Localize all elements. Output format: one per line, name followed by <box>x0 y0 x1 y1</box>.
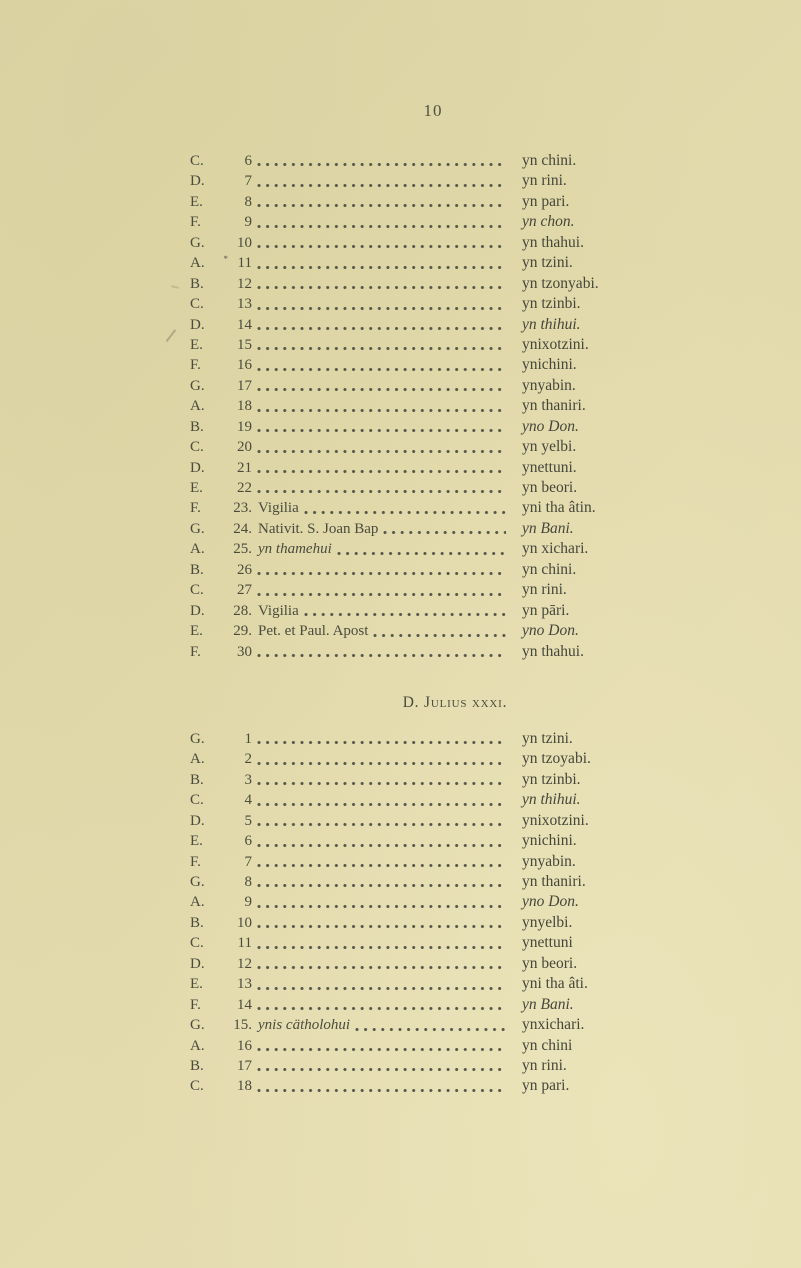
day-name: yn thihui. <box>522 315 581 333</box>
day-number: 18 <box>237 398 252 415</box>
day-number: 10 <box>237 914 252 931</box>
dominical-letter: F. <box>190 853 201 870</box>
dominical-letter: F. <box>190 643 201 660</box>
dot-leader <box>257 162 506 167</box>
calendar-row <box>190 933 660 953</box>
dominical-letter: G. <box>190 520 205 537</box>
calendar-row <box>190 770 660 790</box>
day-name: yn beori. <box>522 479 578 496</box>
day-number: 26 <box>237 561 252 578</box>
day-name: yn tzinbi. <box>522 295 581 313</box>
dot-leader <box>257 740 506 745</box>
dominical-letter: B. <box>190 914 204 931</box>
calendar-row <box>190 253 660 273</box>
calendar-row <box>190 601 660 621</box>
dominical-letter: A. <box>190 1037 205 1054</box>
day-number: 23. <box>233 500 252 517</box>
calendar-row <box>190 376 660 396</box>
day-number: 12 <box>237 275 252 292</box>
day-number: 1 <box>244 730 252 747</box>
dot-leader <box>257 469 506 474</box>
dot-leader <box>257 1047 506 1052</box>
calendar-row <box>190 478 660 498</box>
calendar-row <box>190 274 660 294</box>
day-name: ynyabin. <box>522 376 576 394</box>
day-name: yn Bani. <box>522 995 574 1013</box>
day-number: 2 <box>244 751 252 768</box>
day-number: 24. <box>233 520 252 537</box>
feast-label: Nativit. S. Joan Bap <box>258 520 379 537</box>
calendar-row <box>190 355 660 375</box>
dominical-letter: F. <box>190 500 201 517</box>
calendar-row <box>190 1076 660 1096</box>
day-number: 17 <box>237 377 252 394</box>
day-number: 29. <box>233 623 252 640</box>
day-name: ynettuni. <box>522 458 577 476</box>
asterisk-mark: * <box>223 254 228 265</box>
calendar-row <box>190 458 660 478</box>
calendar-rows <box>190 729 660 1097</box>
dominical-letter: G. <box>190 234 205 251</box>
day-number: 13 <box>237 976 252 993</box>
dot-leader <box>257 367 506 372</box>
calendar-row <box>190 1015 660 1035</box>
day-name: yn pari. <box>522 1077 570 1095</box>
month-section <box>190 151 660 662</box>
calendar-row <box>190 892 660 912</box>
day-name: ynyabin. <box>522 852 576 870</box>
day-number: 8 <box>244 193 252 210</box>
dominical-letter: B. <box>190 275 204 292</box>
day-name: yno Don. <box>522 622 579 640</box>
day-number: 16 <box>237 1037 252 1054</box>
dominical-letter: E. <box>190 833 203 850</box>
dot-leader <box>257 346 506 351</box>
day-name: yn xichari. <box>522 540 589 558</box>
dominical-letter: F. <box>190 214 201 231</box>
day-number: 8 <box>244 874 252 890</box>
dot-leader <box>257 781 506 786</box>
dominical-letter: E. <box>190 480 203 496</box>
day-number: 9 <box>244 894 252 911</box>
dot-leader <box>304 612 506 617</box>
dominical-letter: B. <box>190 771 204 788</box>
pencil-dash-mark <box>171 285 179 288</box>
dot-leader <box>257 761 506 766</box>
day-name: yn chini <box>522 1036 573 1054</box>
dot-leader <box>257 244 506 249</box>
day-name: ynyelbi. <box>522 913 573 931</box>
day-name: yn Bani. <box>522 519 574 537</box>
dot-leader <box>257 843 506 848</box>
pencil-slash-mark <box>166 329 176 342</box>
day-number: 6 <box>244 153 252 169</box>
dominical-letter: D. <box>190 173 205 190</box>
dot-leader <box>257 883 506 888</box>
dominical-letter: G. <box>190 1017 205 1034</box>
calendar-lists <box>190 151 660 1097</box>
dominical-letter: E. <box>190 336 203 353</box>
day-name: yn chini. <box>522 152 577 169</box>
day-name: yn thihui. <box>522 791 581 809</box>
dot-leader <box>257 428 506 433</box>
day-name: ynixotzini. <box>522 811 589 829</box>
day-name: yn tzini. <box>522 254 573 272</box>
day-number: 20 <box>237 439 252 456</box>
day-number: 30 <box>237 643 252 660</box>
dominical-letter: F. <box>190 357 201 374</box>
dot-leader <box>257 1067 506 1072</box>
calendar-row <box>190 974 660 994</box>
day-number: 14 <box>237 316 252 333</box>
calendar-row <box>190 580 660 600</box>
dot-leader <box>337 551 506 556</box>
feast-label: Vigilia <box>258 602 299 619</box>
day-number: 14 <box>237 996 252 1013</box>
dot-leader <box>257 965 506 970</box>
dominical-letter: F. <box>190 996 201 1013</box>
day-number: 7 <box>244 173 252 190</box>
dominical-letter: C. <box>190 935 204 952</box>
dominical-letter: E. <box>190 193 203 210</box>
calendar-row <box>190 642 660 662</box>
calendar-row <box>190 171 660 191</box>
calendar-row <box>190 539 660 559</box>
day-number: 21 <box>237 459 252 476</box>
dot-leader <box>257 653 506 658</box>
dominical-letter: C. <box>190 153 204 169</box>
day-name: yn beori. <box>522 954 578 972</box>
dominical-letter: A. <box>190 894 205 911</box>
dominical-letter: A. <box>190 398 205 415</box>
calendar-row <box>190 519 660 539</box>
day-name: yn chini. <box>522 560 577 578</box>
page-number: 10 <box>423 101 443 120</box>
calendar-row <box>190 233 660 253</box>
dot-leader <box>304 510 506 515</box>
dot-leader <box>257 802 506 807</box>
calendar-row <box>190 417 660 437</box>
calendar-row <box>190 954 660 974</box>
calendar-row <box>190 749 660 769</box>
day-name: yn tzoyabi. <box>522 750 591 768</box>
calendar-row <box>190 396 660 416</box>
dominical-letter: A. <box>190 751 205 768</box>
day-number: 27 <box>237 582 252 599</box>
day-number: 25. <box>233 541 252 558</box>
dot-leader <box>257 326 506 331</box>
dot-leader <box>257 945 506 950</box>
day-name: yn tzinbi. <box>522 770 581 788</box>
calendar-row <box>190 995 660 1015</box>
dominical-letter: G. <box>190 377 205 394</box>
day-number: 12 <box>237 955 252 972</box>
calendar-row <box>190 151 660 171</box>
dot-leader <box>257 265 506 270</box>
day-name: yni tha âti. <box>522 975 588 993</box>
day-number: 15. <box>233 1017 252 1034</box>
calendar-row <box>190 913 660 933</box>
dominical-letter: D. <box>190 955 205 972</box>
day-name: yn tzonyabi. <box>522 274 599 292</box>
day-number: 28. <box>233 602 252 619</box>
dot-leader <box>373 633 506 638</box>
day-name: yn rini. <box>522 581 567 599</box>
dot-leader <box>257 822 506 827</box>
calendar-row <box>190 192 660 212</box>
dominical-letter: D. <box>190 602 205 619</box>
calendar-row <box>190 437 660 457</box>
calendar-rows <box>190 151 660 662</box>
day-name: yn thaniri. <box>522 397 586 415</box>
day-name: yn pāri. <box>522 601 570 619</box>
dot-leader <box>257 306 506 311</box>
day-name: yn pari. <box>522 192 570 210</box>
dot-leader <box>257 183 506 188</box>
day-number: 13 <box>237 296 252 313</box>
dot-leader <box>257 986 506 991</box>
dot-leader <box>257 924 506 929</box>
day-name: yn chon. <box>522 213 575 231</box>
dot-leader <box>257 1088 506 1093</box>
calendar-row <box>190 729 660 749</box>
day-number: 3 <box>244 771 252 788</box>
day-name: yn thahui. <box>522 233 584 251</box>
calendar-row <box>190 811 660 831</box>
day-number: 9 <box>244 214 252 231</box>
day-name: ynettuni <box>522 934 573 952</box>
dot-leader <box>257 408 506 413</box>
day-name: ynichini. <box>522 832 577 850</box>
section-heading: D. Julius xxxi. <box>402 693 508 711</box>
feast-label: yn thamehui <box>258 541 332 558</box>
day-number: 6 <box>244 833 252 850</box>
dot-leader <box>257 1006 506 1011</box>
day-name: yn thahui. <box>522 642 584 660</box>
dot-leader <box>257 592 506 597</box>
dominical-letter: E. <box>190 976 203 993</box>
day-number: 11 <box>237 935 252 952</box>
calendar-row <box>190 852 660 872</box>
day-number: 22 <box>237 480 252 496</box>
day-name: ynxichari. <box>522 1016 585 1034</box>
calendar-row <box>190 560 660 580</box>
dot-leader <box>257 904 506 909</box>
day-number: 11 <box>237 255 252 272</box>
calendar-row <box>190 621 660 641</box>
day-name: yni tha âtin. <box>522 499 596 517</box>
day-number: 16 <box>237 357 252 374</box>
dominical-letter: C. <box>190 582 204 599</box>
day-number: 5 <box>244 812 252 829</box>
calendar-row <box>190 212 660 232</box>
dot-leader <box>257 863 506 868</box>
dominical-letter: G. <box>190 730 205 747</box>
calendar-row <box>190 831 660 851</box>
calendar-row <box>190 294 660 314</box>
feast-label: Vigilia <box>258 500 299 517</box>
day-number: 7 <box>244 853 252 870</box>
dot-leader <box>355 1027 506 1032</box>
dot-leader <box>257 285 506 290</box>
dominical-letter: D. <box>190 812 205 829</box>
dominical-letter: C. <box>190 439 204 456</box>
day-number: 19 <box>237 418 252 435</box>
dominical-letter: A. <box>190 255 205 272</box>
day-name: ynichini. <box>522 356 577 374</box>
dot-leader <box>257 489 506 494</box>
dominical-letter: E. <box>190 623 203 640</box>
dominical-letter: C. <box>190 1078 204 1095</box>
calendar-row <box>190 1056 660 1076</box>
calendar-row <box>190 335 660 355</box>
day-name: yn rini. <box>522 1056 567 1074</box>
dominical-letter: B. <box>190 418 204 435</box>
dot-leader <box>257 203 506 208</box>
day-name: yn thaniri. <box>522 873 586 890</box>
day-name: yn tzini. <box>522 729 573 747</box>
dot-leader <box>257 387 506 392</box>
dominical-letter: D. <box>190 316 205 333</box>
dominical-letter: D. <box>190 459 205 476</box>
dominical-letter: A. <box>190 541 205 558</box>
feast-label: ynis cätholohui <box>258 1017 351 1034</box>
day-name: yn yelbi. <box>522 438 577 456</box>
day-name: yno Don. <box>522 417 579 435</box>
day-name: yno Don. <box>522 893 579 911</box>
dot-leader <box>383 530 506 535</box>
dominical-letter: C. <box>190 792 204 809</box>
dot-leader <box>257 571 506 576</box>
dominical-letter: G. <box>190 874 205 890</box>
day-number: 17 <box>237 1057 252 1074</box>
dot-leader <box>257 449 506 454</box>
day-name: ynixotzini. <box>522 335 589 353</box>
day-number: 4 <box>244 792 252 809</box>
dominical-letter: B. <box>190 561 204 578</box>
calendar-row <box>190 790 660 810</box>
dot-leader <box>257 224 506 229</box>
day-number: 18 <box>237 1078 252 1095</box>
day-number: 15 <box>237 336 252 353</box>
calendar-row <box>190 315 660 335</box>
calendar-row <box>190 1036 660 1056</box>
dominical-letter: B. <box>190 1057 204 1074</box>
day-name: yn rini. <box>522 172 567 190</box>
calendar-row <box>190 498 660 518</box>
month-section <box>190 694 660 1097</box>
calendar-row <box>190 872 660 892</box>
day-number: 10 <box>237 234 252 251</box>
feast-label: Pet. et Paul. Apost <box>258 623 369 640</box>
dominical-letter: C. <box>190 296 204 313</box>
